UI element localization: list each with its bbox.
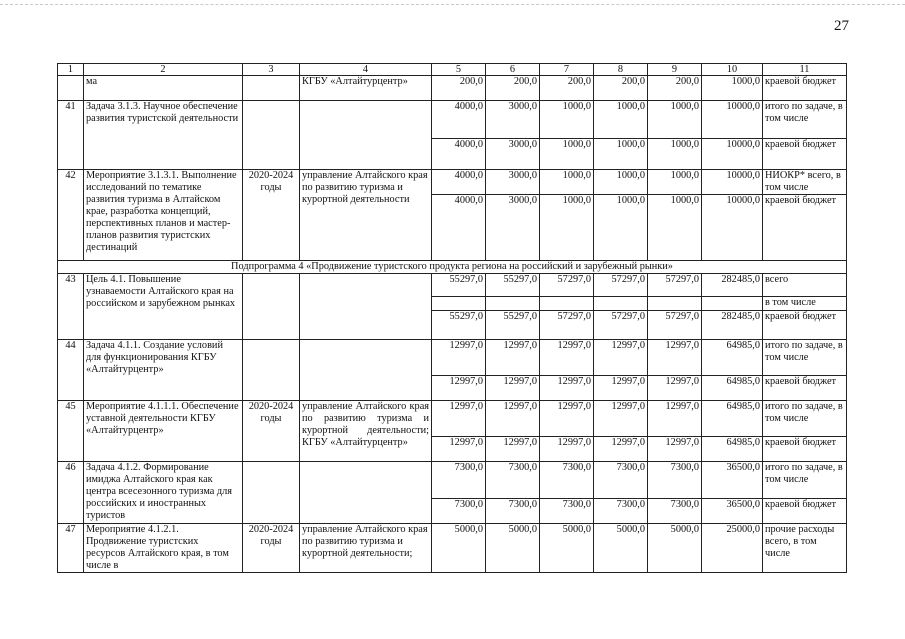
value-cell: 1000,0 xyxy=(648,101,702,139)
column-header: 10 xyxy=(702,64,763,76)
value-cell: 4000,0 xyxy=(432,195,486,261)
value-cell: 64985,0 xyxy=(702,376,763,401)
row-number: 46 xyxy=(58,462,84,524)
row-name: Задача 4.1.1. Создание условий для функционирования КГБУ «Алтайтурцентр» xyxy=(84,340,243,401)
value-cell: 12997,0 xyxy=(540,340,594,376)
funding-source: всего xyxy=(763,274,847,297)
table-row xyxy=(58,274,847,297)
value-cell: 3000,0 xyxy=(486,195,540,261)
value-cell: 282485,0 xyxy=(702,274,763,297)
value-cell: 64985,0 xyxy=(702,437,763,462)
value-cell: 57297,0 xyxy=(648,274,702,297)
value-cell: 1000,0 xyxy=(594,170,648,195)
value-cell: 1000,0 xyxy=(540,101,594,139)
value-cell: 57297,0 xyxy=(540,311,594,340)
value-cell: 5000,0 xyxy=(594,524,648,573)
value-cell: 1000,0 xyxy=(540,195,594,261)
value-cell: 12997,0 xyxy=(432,401,486,437)
subprogram-row xyxy=(58,261,847,274)
table-row xyxy=(58,524,847,573)
value-cell: 12997,0 xyxy=(648,437,702,462)
value-cell: 64985,0 xyxy=(702,401,763,437)
row-name: Задача 3.1.3. Научное обеспечение развития туристской деятельности xyxy=(84,101,243,170)
funding-source: НИОКР* всего, в том числе xyxy=(763,170,847,195)
column-header: 6 xyxy=(486,64,540,76)
value-cell: 55297,0 xyxy=(432,311,486,340)
value-cell: 12997,0 xyxy=(594,437,648,462)
value-cell: 1000,0 xyxy=(540,170,594,195)
value-cell: 10000,0 xyxy=(702,195,763,261)
value-cell: 200,0 xyxy=(648,76,702,101)
value-cell: 12997,0 xyxy=(540,376,594,401)
value-cell: 1000,0 xyxy=(702,76,763,101)
value-cell: 7300,0 xyxy=(648,499,702,524)
value-cell: 200,0 xyxy=(432,76,486,101)
column-header: 3 xyxy=(243,64,300,76)
value-cell: 1000,0 xyxy=(594,101,648,139)
value-cell: 5000,0 xyxy=(486,524,540,573)
funding-source: итого по задаче, в том числе xyxy=(763,462,847,499)
table-row xyxy=(58,401,847,437)
row-name: Мероприятие 4.1.2.1. Продвижение туристских ресурсов Алтайского края, в том числе в xyxy=(84,524,243,573)
table-row xyxy=(58,340,847,376)
value-cell: 200,0 xyxy=(594,76,648,101)
value-cell: 12997,0 xyxy=(594,340,648,376)
value-cell: 55297,0 xyxy=(432,274,486,297)
value-cell: 10000,0 xyxy=(702,170,763,195)
table-row xyxy=(58,76,847,101)
value-cell: 12997,0 xyxy=(648,401,702,437)
value-cell: 200,0 xyxy=(486,76,540,101)
value-cell: 12997,0 xyxy=(432,376,486,401)
column-header: 5 xyxy=(432,64,486,76)
row-executor: КГБУ «Алтайтурцентр» xyxy=(300,76,432,101)
value-cell: 12997,0 xyxy=(486,401,540,437)
column-header: 8 xyxy=(594,64,648,76)
value-cell: 12997,0 xyxy=(594,376,648,401)
value-cell: 1000,0 xyxy=(594,139,648,170)
value-cell: 1000,0 xyxy=(648,195,702,261)
row-number: 41 xyxy=(58,101,84,170)
value-cell: 36500,0 xyxy=(702,462,763,499)
value-cell: 1000,0 xyxy=(648,139,702,170)
funding-source: итого по задаче, в том числе xyxy=(763,401,847,437)
value-cell: 4000,0 xyxy=(432,139,486,170)
value-cell: 7300,0 xyxy=(594,462,648,499)
column-header: 11 xyxy=(763,64,847,76)
funding-source: краевой бюджет xyxy=(763,311,847,340)
budget-table xyxy=(57,63,847,573)
row-years: 2020-2024 годы xyxy=(243,401,300,462)
value-cell: 7300,0 xyxy=(432,499,486,524)
value-cell: 57297,0 xyxy=(540,274,594,297)
row-number: 47 xyxy=(58,524,84,573)
value-cell: 64985,0 xyxy=(702,340,763,376)
scan-top-edge-line xyxy=(0,4,905,5)
value-cell: 7300,0 xyxy=(540,499,594,524)
value-cell: 55297,0 xyxy=(486,311,540,340)
row-name: Мероприятие 4.1.1.1. Обеспечение уставной деятельности КГБУ «Алтайтурцентр» xyxy=(84,401,243,462)
value-cell: 12997,0 xyxy=(486,376,540,401)
value-cell: 12997,0 xyxy=(540,437,594,462)
row-years: 2020-2024 годы xyxy=(243,170,300,261)
value-cell: 12997,0 xyxy=(486,437,540,462)
column-header: 1 xyxy=(58,64,84,76)
row-executor: управление Алтайского края по развитию туризма и курортной деятельности; КГБУ «Алтайтурцентр» xyxy=(300,401,432,462)
value-cell: 7300,0 xyxy=(486,462,540,499)
funding-source: итого по задаче, в том числе xyxy=(763,340,847,376)
column-number-row xyxy=(58,64,847,76)
value-cell: 25000,0 xyxy=(702,524,763,573)
value-cell: 57297,0 xyxy=(594,274,648,297)
value-cell: 3000,0 xyxy=(486,101,540,139)
value-cell: 7300,0 xyxy=(594,499,648,524)
funding-source: в том числе xyxy=(763,297,847,311)
row-number: 43 xyxy=(58,274,84,340)
funding-source: краевой бюджет xyxy=(763,76,847,101)
table-row xyxy=(58,170,847,195)
value-cell: 1000,0 xyxy=(648,170,702,195)
page-number: 27 xyxy=(834,18,849,34)
table-row xyxy=(58,101,847,139)
row-executor: управление Алтайского края по развитию туризма и курортной деятельности; xyxy=(300,524,432,573)
funding-source: краевой бюджет xyxy=(763,499,847,524)
value-cell: 12997,0 xyxy=(594,401,648,437)
subprogram-title: Подпрограмма 4 «Продвижение туристского продукта региона на российский и зарубежный рынки» xyxy=(58,261,847,274)
value-cell: 7300,0 xyxy=(486,499,540,524)
row-name: Задача 4.1.2. Формирование имиджа Алтайского края как центра всесезонного туризма для российских и иностранных туристов xyxy=(84,462,243,524)
value-cell: 5000,0 xyxy=(540,524,594,573)
value-cell: 12997,0 xyxy=(648,340,702,376)
funding-source: итого по задаче, в том числе xyxy=(763,101,847,139)
funding-source: прочие расходы всего, в том числе xyxy=(763,524,847,573)
value-cell: 12997,0 xyxy=(486,340,540,376)
value-cell: 12997,0 xyxy=(432,437,486,462)
value-cell: 12997,0 xyxy=(432,340,486,376)
value-cell: 1000,0 xyxy=(594,195,648,261)
value-cell: 3000,0 xyxy=(486,139,540,170)
value-cell: 55297,0 xyxy=(486,274,540,297)
table-row xyxy=(58,462,847,499)
value-cell: 7300,0 xyxy=(540,462,594,499)
row-name: ма xyxy=(84,76,243,101)
row-executor: управление Алтайского края по развитию туризма и курортной деятельности xyxy=(300,170,432,261)
funding-source: краевой бюджет xyxy=(763,195,847,261)
row-number: 45 xyxy=(58,401,84,462)
funding-source: краевой бюджет xyxy=(763,139,847,170)
value-cell: 12997,0 xyxy=(540,401,594,437)
value-cell: 57297,0 xyxy=(594,311,648,340)
value-cell: 282485,0 xyxy=(702,311,763,340)
column-header: 7 xyxy=(540,64,594,76)
value-cell: 10000,0 xyxy=(702,139,763,170)
funding-source: краевой бюджет xyxy=(763,437,847,462)
row-number: 44 xyxy=(58,340,84,401)
value-cell: 36500,0 xyxy=(702,499,763,524)
column-header: 2 xyxy=(84,64,243,76)
value-cell: 1000,0 xyxy=(540,139,594,170)
value-cell: 57297,0 xyxy=(648,311,702,340)
value-cell: 3000,0 xyxy=(486,170,540,195)
row-name: Цель 4.1. Повышение узнаваемости Алтайского края на российском и зарубежном рынках xyxy=(84,274,243,340)
funding-source: краевой бюджет xyxy=(763,376,847,401)
column-header: 4 xyxy=(300,64,432,76)
row-number: 42 xyxy=(58,170,84,261)
value-cell: 5000,0 xyxy=(648,524,702,573)
value-cell: 200,0 xyxy=(540,76,594,101)
value-cell: 7300,0 xyxy=(648,462,702,499)
row-name: Мероприятие 3.1.3.1. Выполнение исследований по тематике развития туризма в Алтайском крае, разработка концепций, перспективных планов и мастер-планов развития туристских дестинаций xyxy=(84,170,243,261)
value-cell: 4000,0 xyxy=(432,170,486,195)
column-header: 9 xyxy=(648,64,702,76)
value-cell: 12997,0 xyxy=(648,376,702,401)
value-cell: 5000,0 xyxy=(432,524,486,573)
row-years: 2020-2024 годы xyxy=(243,524,300,573)
value-cell: 7300,0 xyxy=(432,462,486,499)
value-cell: 10000,0 xyxy=(702,101,763,139)
value-cell: 4000,0 xyxy=(432,101,486,139)
